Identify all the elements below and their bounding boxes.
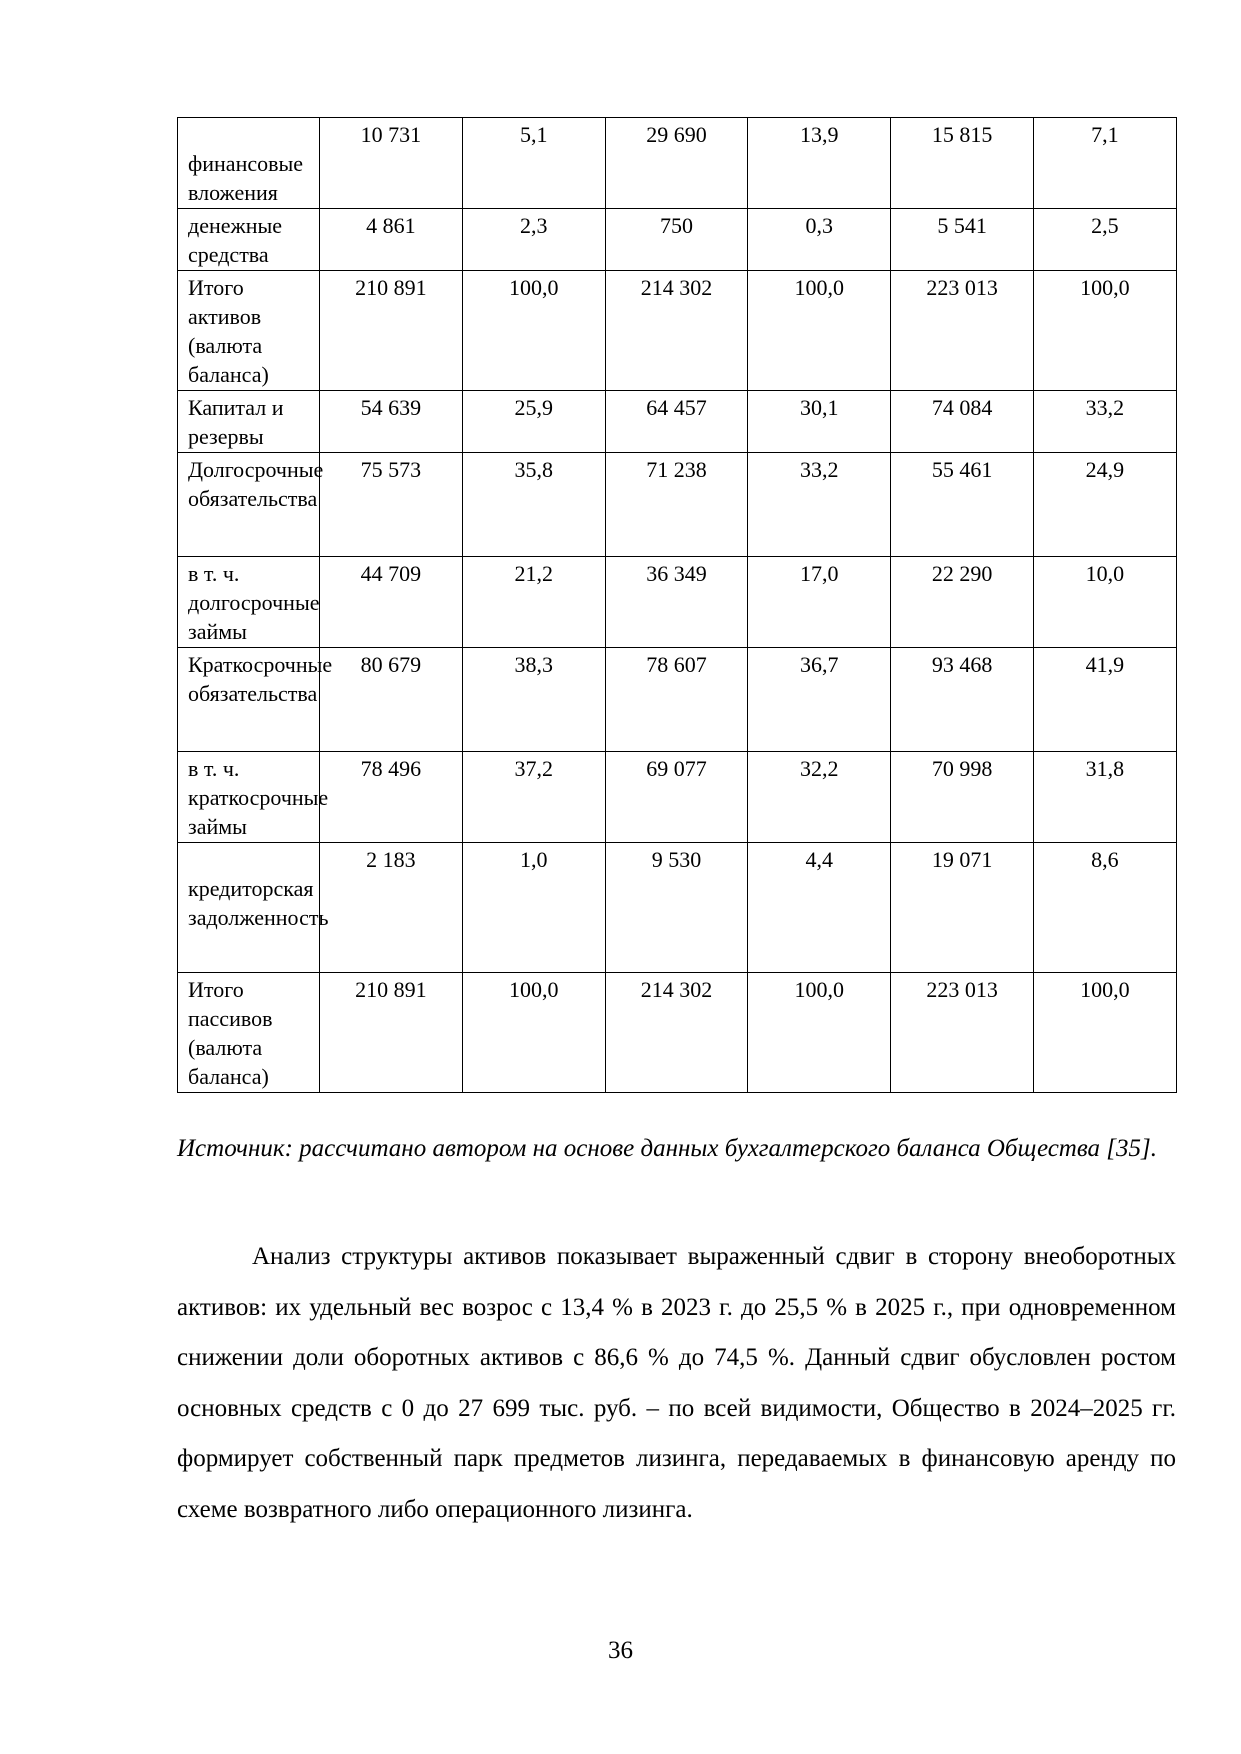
row-label-cell: [178, 557, 320, 648]
value-cell: 36,7: [748, 648, 891, 752]
value-cell: 4,4: [748, 843, 891, 973]
value-cell: 210 891: [320, 973, 463, 1093]
value-cell: 2 183: [320, 843, 463, 973]
value-cell: 69 077: [605, 752, 748, 843]
value-cell: 31,8: [1033, 752, 1176, 843]
table-body: [178, 118, 1177, 1093]
row-label-cell: [178, 209, 320, 271]
value-cell: 5 541: [891, 209, 1034, 271]
table-row: [178, 557, 1177, 648]
cell-spacer: [188, 120, 313, 149]
value-cell: 24,9: [1033, 453, 1176, 557]
value-cell: 100,0: [748, 973, 891, 1093]
row-label-cell: [178, 118, 320, 209]
table-row: [178, 453, 1177, 557]
value-cell: 33,2: [748, 453, 891, 557]
row-label-cell: [178, 843, 329, 973]
table-source-note: Источник: рассчитано автором на основе данных бухгалтерского баланса Общества [35].: [177, 1135, 1158, 1162]
value-cell: 32,2: [748, 752, 891, 843]
value-cell: 750: [605, 209, 748, 271]
row-label: в т. ч. долгосрочные займы: [188, 561, 320, 644]
row-label: денежные средства: [188, 213, 283, 267]
row-label-cell: [178, 453, 324, 557]
value-cell: 71 238: [605, 453, 748, 557]
value-cell: 37,2: [462, 752, 605, 843]
value-cell: 74 084: [891, 391, 1034, 453]
table-row: [178, 391, 1177, 453]
value-cell: 2,3: [462, 209, 605, 271]
value-cell: 13,9: [748, 118, 891, 209]
row-label: Капитал и резервы: [188, 395, 284, 449]
value-cell: 29 690: [605, 118, 748, 209]
value-cell: 8,6: [1033, 843, 1176, 973]
value-cell: 100,0: [462, 271, 605, 391]
value-cell: 4 861: [320, 209, 463, 271]
value-cell: 64 457: [605, 391, 748, 453]
row-label-cell: [178, 271, 320, 391]
value-cell: 44 709: [320, 557, 463, 648]
value-cell: 10 731: [320, 118, 463, 209]
value-cell: 1,0: [462, 843, 605, 973]
table-row: [178, 209, 1177, 271]
value-cell: 25,9: [462, 391, 605, 453]
balance-structure-table: [177, 117, 1177, 1093]
cell-spacer: [188, 845, 313, 874]
row-label-cell: [178, 752, 329, 843]
row-label-cell: [178, 648, 333, 752]
value-cell: 78 496: [320, 752, 463, 843]
value-cell: 100,0: [462, 973, 605, 1093]
row-label-cell: [178, 391, 320, 453]
value-cell: 19 071: [891, 843, 1034, 973]
table-row: [178, 648, 1177, 752]
value-cell: 33,2: [1033, 391, 1176, 453]
table-row: [178, 118, 1177, 209]
value-cell: 75 573: [320, 453, 463, 557]
value-cell: 223 013: [891, 271, 1034, 391]
row-label-cell: [178, 973, 320, 1093]
value-cell: 70 998: [891, 752, 1034, 843]
value-cell: 214 302: [605, 271, 748, 391]
value-cell: 210 891: [320, 271, 463, 391]
value-cell: 93 468: [891, 648, 1034, 752]
value-cell: 100,0: [1033, 973, 1176, 1093]
value-cell: 21,2: [462, 557, 605, 648]
table-row: [178, 752, 1177, 843]
value-cell: 30,1: [748, 391, 891, 453]
value-cell: 2,5: [1033, 209, 1176, 271]
value-cell: 7,1: [1033, 118, 1176, 209]
row-label: в т. ч. краткосрочные займы: [188, 756, 329, 839]
value-cell: 214 302: [605, 973, 748, 1093]
value-cell: 41,9: [1033, 648, 1176, 752]
value-cell: 15 815: [891, 118, 1034, 209]
table-row: [178, 843, 1177, 973]
row-label: кредиторская задолженность: [188, 876, 329, 930]
row-label: Итого активов (валюта баланса): [188, 275, 269, 387]
page-number: 36: [608, 1637, 633, 1664]
value-cell: 9 530: [605, 843, 748, 973]
row-label: Краткосрочные обязательства: [188, 652, 333, 706]
value-cell: 100,0: [1033, 271, 1176, 391]
value-cell: 5,1: [462, 118, 605, 209]
value-cell: 54 639: [320, 391, 463, 453]
table-row: [178, 271, 1177, 391]
value-cell: 22 290: [891, 557, 1034, 648]
value-cell: 17,0: [748, 557, 891, 648]
table-row: [178, 973, 1177, 1093]
row-label: Долгосрочные обязательства: [188, 457, 324, 511]
value-cell: 38,3: [462, 648, 605, 752]
analysis-paragraph: Анализ структуры активов показывает выраженный сдвиг в сторону внеоборотных активов: их удельный вес возрос с 13,4 % в 2023 г. до 25,5 % в 2025 г., при одновременном снижении доли оборотных активов с 86,6 % до 74,5 %. Данный сдвиг обусловлен ростом основных средств с 0 до 27 699 тыс. руб. – по всей видимости, Общество в 2024–2025 гг. формирует собственный парк предметов лизинга, передаваемых в финансовую аренду по схеме возвратного либо операционного лизинга.: [177, 1243, 1176, 1523]
value-cell: 55 461: [891, 453, 1034, 557]
row-label: Итого пассивов (валюта баланса): [188, 977, 273, 1089]
value-cell: 36 349: [605, 557, 748, 648]
value-cell: 0,3: [748, 209, 891, 271]
value-cell: 223 013: [891, 973, 1034, 1093]
value-cell: 78 607: [605, 648, 748, 752]
row-label: финансовые вложения: [188, 151, 304, 205]
value-cell: 100,0: [748, 271, 891, 391]
value-cell: 35,8: [462, 453, 605, 557]
value-cell: 80 679: [320, 648, 463, 752]
value-cell: 10,0: [1033, 557, 1176, 648]
